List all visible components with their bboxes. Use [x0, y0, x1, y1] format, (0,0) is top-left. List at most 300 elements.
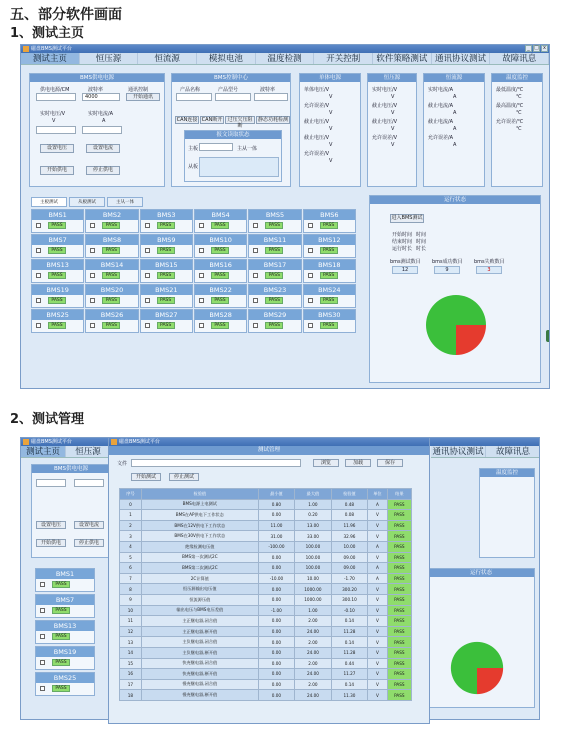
- bms-cell-name: BMS13: [32, 260, 83, 270]
- window-title: 磁盘BMS测试平台: [31, 46, 72, 52]
- back-tabs-right: [431, 446, 540, 458]
- bms-cell: [248, 209, 301, 233]
- master-label: 主板: [188, 146, 199, 152]
- bms-cell-name: BMS29: [249, 310, 300, 320]
- overvoltage-button[interactable]: 过压欠压阻断: [225, 116, 255, 124]
- pass-badge: PASS: [48, 222, 66, 229]
- tab-4[interactable]: 温度检测: [256, 53, 315, 64]
- back-power-panel: [31, 464, 111, 558]
- pass-badge: PASS: [320, 222, 338, 229]
- table-row[interactable]: [120, 626, 412, 637]
- table-cell: 0.14: [331, 679, 368, 690]
- table-cell: 24.00: [295, 647, 332, 658]
- small-panel-0: [299, 73, 361, 187]
- col-header: 检验值: [331, 489, 368, 500]
- table-cell: 11: [120, 616, 142, 627]
- back-setv-button[interactable]: 设置电压: [36, 521, 66, 529]
- table-row[interactable]: [120, 594, 412, 605]
- small-panel-title: 恒压源: [368, 74, 416, 82]
- table-row[interactable]: [120, 510, 412, 521]
- table-cell: V: [368, 616, 387, 627]
- small-panel-line: 允许误差/V: [304, 103, 330, 109]
- subsection-heading-mgmt: 2、测试管理: [10, 412, 85, 427]
- bms-cell-name: BMS16: [195, 260, 246, 270]
- bms-cell-name: BMS21: [141, 285, 192, 295]
- table-cell: PASS: [387, 616, 411, 627]
- table-cell: 3: [120, 531, 142, 542]
- minimize-button[interactable]: _: [525, 45, 532, 52]
- duration-label: 运行时长: [392, 246, 413, 252]
- small-panel-title: 恒流源: [424, 74, 484, 82]
- pass-badge: PASS: [265, 272, 283, 279]
- table-row[interactable]: [120, 669, 412, 680]
- small-panel-line: 实时电压/V: [372, 87, 398, 93]
- bms-checkbox[interactable]: [199, 223, 204, 228]
- master-field[interactable]: [199, 143, 233, 151]
- table-cell: A: [368, 573, 387, 584]
- small-panel-line: ℃: [516, 126, 522, 132]
- table-cell: PASS: [387, 690, 411, 701]
- file-path-field[interactable]: [131, 459, 301, 467]
- set-current-button[interactable]: 设置电流: [86, 144, 120, 153]
- bms-cell-name: BMS10: [195, 235, 246, 245]
- table-row[interactable]: [120, 552, 412, 563]
- bms-checkbox[interactable]: [36, 223, 41, 228]
- bms-cell: [248, 309, 301, 333]
- back-bms-grid: [35, 568, 95, 698]
- table-cell: 14: [120, 647, 142, 658]
- back-tab-protocol[interactable]: 通讯协议测试: [431, 446, 486, 457]
- back-tab-home[interactable]: 测试主页: [21, 446, 66, 457]
- slave-label: 从板: [188, 164, 199, 170]
- table-cell: BMS第一次测试2C: [141, 552, 258, 563]
- can-connect-button[interactable]: CAN连接: [176, 117, 198, 123]
- bms-checkbox[interactable]: [145, 323, 150, 328]
- table-cell: 8: [120, 584, 142, 595]
- pass-badge: PASS: [48, 322, 66, 329]
- small-panel-title: 温度监控: [492, 74, 542, 82]
- bms-cell-name: BMS8: [86, 235, 137, 245]
- set-voltage-button[interactable]: 设置电压: [40, 144, 74, 153]
- pass-badge: PASS: [320, 297, 338, 304]
- bms-cell-name: BMS23: [249, 285, 300, 295]
- table-row[interactable]: [120, 637, 412, 648]
- bms-cell-name: BMS26: [86, 310, 137, 320]
- table-cell: 1.00: [295, 605, 332, 616]
- bms-checkbox[interactable]: [145, 248, 150, 253]
- table-cell: 11.28: [331, 626, 368, 637]
- back-temp-panel: [479, 468, 535, 558]
- back-start-button[interactable]: 开始供电: [36, 539, 66, 547]
- pass-fail-pie: [425, 294, 487, 356]
- table-cell: 31.00: [258, 531, 295, 542]
- back-tab-cv[interactable]: 恒压源: [66, 446, 111, 457]
- tab-7[interactable]: 通讯协议测试: [432, 53, 491, 64]
- bms-checkbox[interactable]: [90, 273, 95, 278]
- tab-3[interactable]: 模拟电池: [197, 53, 256, 64]
- tab-2[interactable]: 恒流源: [138, 53, 197, 64]
- back-bms-checkbox[interactable]: [40, 686, 45, 691]
- table-cell: V: [368, 520, 387, 531]
- bms-cell-name: BMS1: [32, 210, 83, 220]
- bms-cell: [140, 259, 193, 283]
- bms-checkbox[interactable]: [145, 223, 150, 228]
- pass-badge: PASS: [265, 297, 283, 304]
- back-seti-button[interactable]: 设置电流: [74, 521, 104, 529]
- table-cell: 1000.00: [295, 594, 332, 605]
- small-panel-line: 截止电流/A: [428, 103, 454, 109]
- table-cell: 恒流源压值: [141, 594, 258, 605]
- current-field[interactable]: [82, 126, 122, 134]
- table-header: [120, 489, 412, 500]
- pie-slice-fail: [456, 325, 486, 355]
- table-cell: PASS: [387, 584, 411, 595]
- tab-8[interactable]: 故障讯息: [490, 53, 549, 64]
- bms-checkbox[interactable]: [90, 298, 95, 303]
- bms-checkbox[interactable]: [308, 248, 313, 253]
- table-cell: V: [368, 594, 387, 605]
- bms-checkbox[interactable]: [36, 323, 41, 328]
- bms-cell: [303, 209, 356, 233]
- bms-cell-name: BMS7: [32, 235, 83, 245]
- app-window-home: [20, 44, 550, 389]
- bms-cell-name: BMS5: [249, 210, 300, 220]
- bms-checkbox[interactable]: [253, 248, 258, 253]
- maximize-button[interactable]: □: [534, 45, 539, 51]
- table-row[interactable]: [120, 679, 412, 690]
- bms-checkbox[interactable]: [308, 223, 313, 228]
- start-power-button[interactable]: 开始供电: [40, 166, 74, 175]
- table-cell: PASS: [387, 637, 411, 648]
- table-cell: 主负继电器,断开值: [141, 647, 258, 658]
- table-cell: 11.28: [331, 647, 368, 658]
- table-cell: PASS: [387, 594, 411, 605]
- table-cell: PASS: [387, 605, 411, 616]
- bms-checkbox[interactable]: [36, 298, 41, 303]
- bms-checkbox[interactable]: [90, 248, 95, 253]
- bms-cell-name: BMS20: [86, 285, 137, 295]
- file-label: 文件: [117, 461, 128, 467]
- table-cell: 09.00: [331, 552, 368, 563]
- start-comm-button[interactable]: 开始通讯: [126, 93, 160, 101]
- table-cell: 9: [120, 594, 142, 605]
- col-header: 最大值: [295, 489, 332, 500]
- power-port-select[interactable]: [36, 93, 76, 101]
- table-cell: V: [368, 605, 387, 616]
- bms-checkbox[interactable]: [253, 298, 258, 303]
- bms-cell-name: BMS3: [141, 210, 192, 220]
- small-panel-line: A: [453, 110, 457, 116]
- small-panel-line: ℃: [516, 94, 522, 100]
- pass-badge: PASS: [265, 247, 283, 254]
- fail-count-label: bms失败数目: [474, 259, 505, 265]
- bms-cell: [85, 234, 138, 258]
- back-bms-cell: [35, 672, 95, 696]
- table-row[interactable]: [120, 541, 412, 552]
- table-cell: 33.00: [295, 531, 332, 542]
- save-button[interactable]: 保存: [377, 459, 403, 467]
- bms-cell-name: BMS19: [32, 285, 83, 295]
- bms-cell: [85, 259, 138, 283]
- table-cell: V: [368, 510, 387, 521]
- small-panel-line: 截止电压/V: [372, 103, 398, 109]
- bms-checkbox[interactable]: [199, 323, 204, 328]
- bms-power-panel: [29, 73, 165, 187]
- table-cell: PASS: [387, 573, 411, 584]
- bms-cell-name: BMS17: [249, 260, 300, 270]
- pass-badge: PASS: [157, 222, 175, 229]
- bms-control-panel: [171, 73, 291, 187]
- table-cell: 0.08: [331, 510, 368, 521]
- bms-checkbox[interactable]: [36, 248, 41, 253]
- bms-checkbox[interactable]: [308, 298, 313, 303]
- start-test-button[interactable]: 开始测试: [131, 473, 161, 481]
- table-cell: 300.20: [331, 584, 368, 595]
- back-bms-checkbox[interactable]: [40, 582, 45, 587]
- bms-cell: [31, 209, 84, 233]
- table-cell: 1: [120, 510, 142, 521]
- run-status-title: 运行状态: [370, 196, 540, 204]
- back-port-select[interactable]: [36, 479, 66, 487]
- pass-badge: PASS: [211, 222, 229, 229]
- back-stop-button[interactable]: 停止供电: [74, 539, 104, 547]
- bms-cell: [303, 309, 356, 333]
- back-run-title: 运行状态: [428, 569, 534, 577]
- table-cell: PASS: [387, 658, 411, 669]
- tab-6[interactable]: 软件策略测试: [373, 53, 432, 64]
- table-cell: V: [368, 647, 387, 658]
- table-cell: V: [368, 584, 387, 595]
- tab-5[interactable]: 开关控制: [314, 53, 373, 64]
- table-cell: 主负继电器,闭合值: [141, 637, 258, 648]
- bms-cell: [31, 234, 84, 258]
- table-cell: 6: [120, 563, 142, 574]
- back-tabs-left: [21, 446, 111, 458]
- back-baud-select[interactable]: [74, 479, 104, 487]
- table-cell: 18: [120, 690, 142, 701]
- small-panel-line: A: [453, 142, 457, 148]
- table-cell: 0.00: [258, 637, 295, 648]
- back-tab-fault[interactable]: 故障讯息: [486, 446, 540, 457]
- control-baud-select[interactable]: [254, 93, 288, 101]
- table-cell: PASS: [387, 499, 411, 510]
- small-panel-line: 截止电压/V: [372, 119, 398, 125]
- table-cell: V: [368, 552, 387, 563]
- back-pass-badge: PASS: [52, 659, 70, 666]
- success-count-value: 9: [434, 266, 460, 274]
- bms-cell: [303, 284, 356, 308]
- bms-checkbox[interactable]: [308, 273, 313, 278]
- table-cell: 12: [120, 626, 142, 637]
- static-power-button[interactable]: 静态功耗检测: [257, 117, 288, 123]
- stop-power-button[interactable]: 停止供电: [86, 166, 120, 175]
- table-row[interactable]: [120, 563, 412, 574]
- bms-cell: [31, 284, 84, 308]
- bms-checkbox[interactable]: [90, 323, 95, 328]
- bms-checkbox[interactable]: [145, 273, 150, 278]
- bms-cell-name: BMS4: [195, 210, 246, 220]
- small-panel-line: V: [391, 142, 395, 148]
- table-cell: V: [368, 679, 387, 690]
- back-bms-cell-name: BMS1: [36, 569, 94, 579]
- stop-test-button[interactable]: 停止测试: [169, 473, 199, 481]
- board-tabs: [31, 197, 143, 207]
- back-bms-checkbox[interactable]: [40, 634, 45, 639]
- bms-checkbox[interactable]: [253, 323, 258, 328]
- run-status-panel: [369, 195, 541, 383]
- table-row[interactable]: [120, 499, 412, 510]
- bms-cell-name: BMS6: [304, 210, 355, 220]
- tab-combined[interactable]: 主从一体: [107, 197, 143, 207]
- voltage-unit: V: [52, 118, 56, 124]
- small-panel-line: 最高温度/℃: [496, 103, 524, 109]
- table-cell: 主正继电器,断开值: [141, 626, 258, 637]
- table-cell: 10.00: [331, 541, 368, 552]
- small-panel-line: 截止电流/A: [428, 119, 454, 125]
- message-title: 报文读取状态: [185, 131, 281, 139]
- bms-checkbox[interactable]: [308, 323, 313, 328]
- table-cell: 5: [120, 552, 142, 563]
- back-bms-cell: [35, 620, 95, 644]
- table-cell: 0.00: [258, 552, 295, 563]
- back-bms-checkbox[interactable]: [40, 660, 45, 665]
- table-row[interactable]: [120, 690, 412, 701]
- mgmt-window-title: 磁盘BMS测试平台: [119, 439, 160, 445]
- table-cell: 0.00: [258, 563, 295, 574]
- bms-cell: [140, 284, 193, 308]
- bms-cell-name: BMS18: [304, 260, 355, 270]
- small-panel-line: V: [329, 126, 333, 132]
- table-row[interactable]: [120, 658, 412, 669]
- small-panel-1: [367, 73, 417, 187]
- product-name-select[interactable]: [176, 93, 212, 101]
- bms-checkbox[interactable]: [253, 223, 258, 228]
- table-cell: 2: [120, 520, 142, 531]
- back-bms-cell-name: BMS13: [36, 621, 94, 631]
- bms-checkbox[interactable]: [90, 223, 95, 228]
- table-cell: A: [368, 499, 387, 510]
- small-panel-line: ℃: [516, 110, 522, 116]
- table-cell: 0.20: [295, 510, 332, 521]
- back-run-panel: [427, 568, 535, 708]
- table-cell: PASS: [387, 669, 411, 680]
- table-cell: 0.14: [331, 616, 368, 627]
- table-cell: 13.00: [295, 520, 332, 531]
- small-panel-line: 截止电压/V: [304, 119, 330, 125]
- test-table: [119, 488, 412, 701]
- table-cell: -0.10: [331, 605, 368, 616]
- bms-checkbox[interactable]: [199, 248, 204, 253]
- table-cell: V: [368, 690, 387, 701]
- browse-button[interactable]: 浏览: [313, 459, 339, 467]
- mgmt-app-icon: [111, 439, 117, 445]
- pass-badge: PASS: [265, 222, 283, 229]
- back-bms-checkbox[interactable]: [40, 608, 45, 613]
- bms-cell-name: BMS27: [141, 310, 192, 320]
- small-panel-line: 允许误差/℃: [496, 119, 524, 125]
- table-cell: 16: [120, 669, 142, 680]
- table-cell: 32.96: [331, 531, 368, 542]
- test-management-window: [108, 437, 430, 724]
- bms-cell: [140, 234, 193, 258]
- enter-test-button[interactable]: 进入BMS测试: [391, 215, 423, 221]
- baud-select[interactable]: 4000: [82, 93, 120, 101]
- small-panel-line: 截止电压/V: [304, 135, 330, 141]
- back-bms-cell-name: BMS25: [36, 673, 94, 683]
- product-model-label: 产品型号: [218, 87, 239, 93]
- tab-master-board[interactable]: 主板测试: [31, 197, 67, 207]
- tab-slave-board[interactable]: 从板测试: [69, 197, 105, 207]
- table-row[interactable]: [120, 605, 412, 616]
- table-row[interactable]: [120, 647, 412, 658]
- pass-badge: PASS: [157, 322, 175, 329]
- table-cell: A: [368, 541, 387, 552]
- table-cell: 10: [120, 605, 142, 616]
- tab-0[interactable]: 测试主页: [21, 53, 80, 64]
- table-row[interactable]: [120, 531, 412, 542]
- col-header: 最小值: [258, 489, 295, 500]
- table-cell: PASS: [387, 510, 411, 521]
- table-row[interactable]: [120, 520, 412, 531]
- load-button[interactable]: 加载: [345, 459, 371, 467]
- bms-cell-name: BMS14: [86, 260, 137, 270]
- small-panel-3: [491, 73, 543, 187]
- app-icon: [23, 46, 29, 52]
- fail-count-value: 3: [476, 266, 502, 274]
- col-header: 检验值: [141, 489, 258, 500]
- side-handle[interactable]: [546, 330, 550, 342]
- small-panel-line: V: [329, 94, 333, 100]
- can-disconnect-button[interactable]: CAN断开: [201, 117, 223, 123]
- tab-1[interactable]: 恒压源: [80, 53, 139, 64]
- pass-badge: PASS: [102, 247, 120, 254]
- bms-checkbox[interactable]: [253, 273, 258, 278]
- table-cell: 输出电压与BMS电压差值: [141, 605, 258, 616]
- table-cell: -1.70: [331, 573, 368, 584]
- product-model-select[interactable]: [215, 93, 251, 101]
- control-baud-label: 波特率: [260, 87, 276, 93]
- table-row[interactable]: [120, 573, 412, 584]
- table-cell: 11.30: [331, 690, 368, 701]
- small-panel-line: 单体电压/V: [304, 87, 330, 93]
- bms-checkbox[interactable]: [199, 298, 204, 303]
- bms-checkbox[interactable]: [145, 298, 150, 303]
- bms-cell: [140, 209, 193, 233]
- bms-cell: [31, 309, 84, 333]
- pass-badge: PASS: [102, 272, 120, 279]
- slave-field[interactable]: [199, 157, 279, 177]
- table-cell: PASS: [387, 520, 411, 531]
- table-cell: 2C计算值: [141, 573, 258, 584]
- bms-checkbox[interactable]: [36, 273, 41, 278]
- table-cell: 0.00: [258, 658, 295, 669]
- voltage-field[interactable]: [36, 126, 76, 134]
- table-cell: 主正继电器,闭合值: [141, 616, 258, 627]
- table-cell: 24.00: [295, 669, 332, 680]
- bms-checkbox[interactable]: [199, 273, 204, 278]
- table-cell: BMS在30V供电下工作状态: [141, 531, 258, 542]
- power-port-label: 供电电源/CM: [40, 87, 70, 93]
- table-cell: 0.00: [258, 690, 295, 701]
- table-row[interactable]: [120, 584, 412, 595]
- table-cell: 0.00: [258, 679, 295, 690]
- back-temp-title: 温度监控: [480, 469, 534, 477]
- table-cell: PASS: [387, 647, 411, 658]
- table-row[interactable]: [120, 616, 412, 627]
- close-button[interactable]: x: [541, 45, 548, 52]
- bms-cell: [194, 309, 247, 333]
- success-count-label: bms成功数目: [432, 259, 463, 265]
